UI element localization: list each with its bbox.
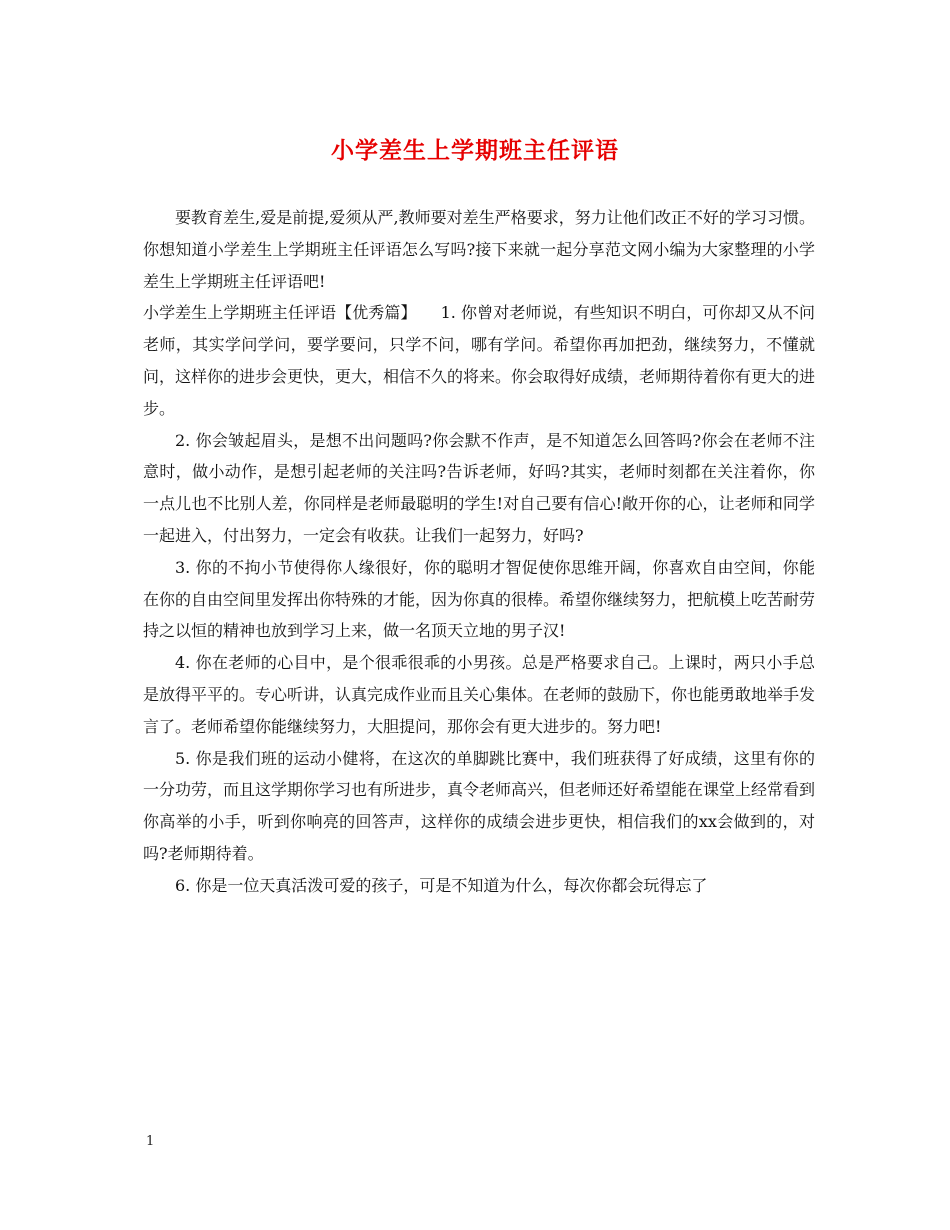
document-title: 小学差生上学期班主任评语: [331, 137, 619, 164]
section-paragraph: [143, 297, 815, 424]
item-6: 6. 你是一位天真活泼可爱的孩子，可是不知道为什么，每次你都会玩得忘了: [175, 875, 708, 895]
item-1: 1. 你曾对老师说，有些知识不明白，可你却又从不问老师，其实学问学问，要学要问，只学不问，哪有学问。希望你再加把劲，继续努力，不懂就问，这样你的进步会更快，更大，相信不久的将来。你会取得好成绩，老师期待着你有更大的进步。: [143, 303, 816, 418]
section-heading: 小学差生上学期班主任评语【优秀篇】: [143, 303, 417, 323]
item-4: 4. 你在老师的心目中，是个很乖很乖的小男孩。总是严格要求自己。上课时，两只小手总是放得平平的。专心听讲，认真完成作业而且关心集体。在老师的鼓励下，你也能勇敢地举手发言了。老师希望你能继续努力，大胆提问，那你会有更大进步的。努力吧!: [143, 653, 816, 736]
item-2: 2. 你会皱起眉头，是想不出问题吗?你会默不作声，是不知道怎么回答吗?你会在老师不注意时，做小动作，是想引起老师的关注吗?告诉老师，好吗?其实，老师时刻都在关注着你，你一点儿也不比别人差，你同样是老师最聪明的学生!对自己要有信心!敞开你的心，让老师和同学一起进入，付出努力，一定会有收获。让我们一起努力，好吗?: [143, 430, 815, 545]
document-body: [143, 202, 815, 902]
item-3: 3. 你的不拘小节使得你人缘很好，你的聪明才智促使你思维开阔，你喜欢自由空间，你能在你的自由空间里发挥出你特殊的才能，因为你真的很棒。希望你继续努力，把航模上吃苦耐劳持之以恒的精神也放到学习上来，做一名顶天立地的男子汉!: [143, 557, 816, 641]
intro-paragraph: 要教育差生,爱是前提,爱须从严,教师要对差生严格要求，努力让他们改正不好的学习习惯。你想知道小学差生上学期班主任评语怎么写吗?接下来就一起分享范文网小编为大家整理的小学差生上学期班主任评语吧!: [143, 208, 815, 291]
page-number: 1: [146, 1134, 155, 1149]
item-5: 5. 你是我们班的运动小健将，在这次的单脚跳比赛中，我们班获得了好成绩，这里有你的一分功劳，而且这学期你学习也有所进步，真令老师高兴，但老师还好希望能在课堂上经常看到你高举的小手，听到你响亮的回答声，这样你的成绩会进步更快，相信我们的xx会做到的，对吗?老师期待着。: [143, 748, 816, 863]
